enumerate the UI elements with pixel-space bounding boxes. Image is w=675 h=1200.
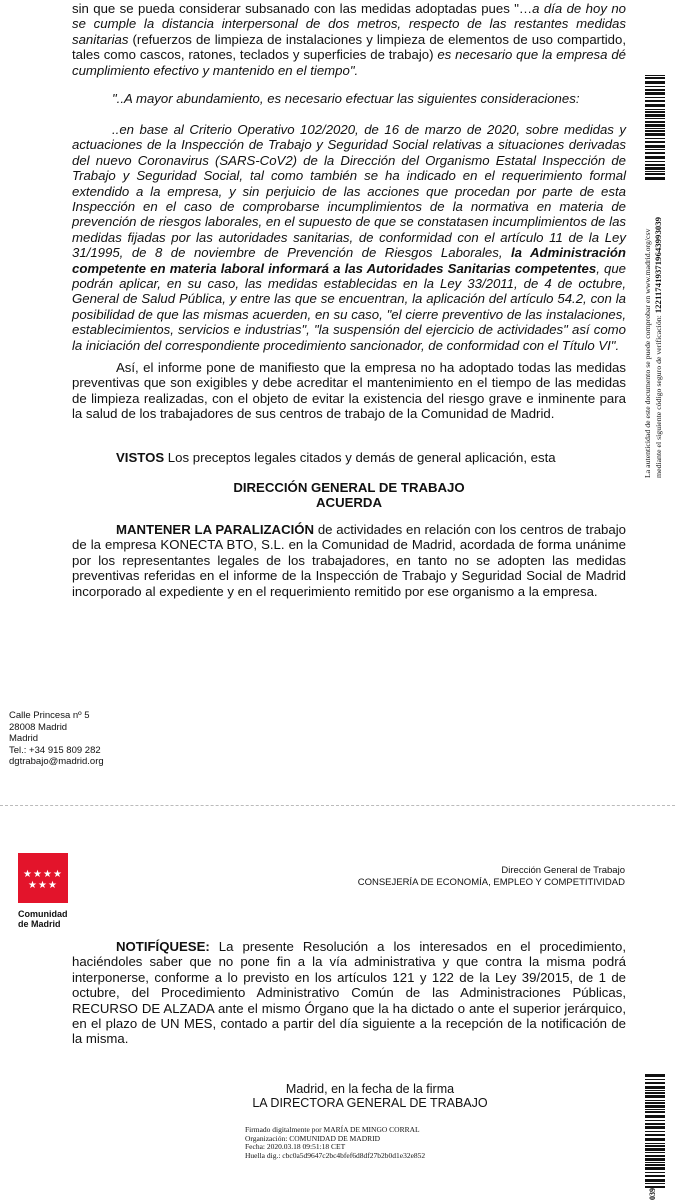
barcode-bar <box>645 1102 665 1104</box>
barcode-bar <box>645 1162 665 1163</box>
barcode-bar <box>645 1109 665 1110</box>
paragraph-informe: Así, el informe pone de manifiesto que la empresa no ha adoptado todas las medidas preventivas que son exigibles y debe acreditar el mantenimiento en el tiempo de las medidas de limpieza realizadas, con el objeto de evitar la existencia del riesgo grave e inminente para la salud de los trabajadores de sus centros de trabajo de la Comunidad de Madrid. <box>72 360 626 422</box>
barcode-bar <box>645 1152 665 1153</box>
address-block <box>9 710 104 768</box>
barcode-bar <box>645 1115 665 1118</box>
barcode-bar <box>645 1167 665 1170</box>
barcode-bar <box>645 1079 665 1080</box>
barcode-bar <box>645 1155 665 1157</box>
barcode-bar <box>645 1138 665 1141</box>
barcode-bar <box>645 1086 665 1089</box>
flag-icon: ★ ★ ★ ★ ★ ★ ★ <box>18 853 68 903</box>
barcode-bar <box>645 1134 665 1136</box>
barcode-bar <box>645 1172 665 1173</box>
address-email: dgtrabajo@madrid.org <box>9 756 104 768</box>
barcode-bar <box>645 1082 665 1084</box>
barcode-icon <box>645 1074 665 1190</box>
page-divider <box>0 805 675 806</box>
barcode-bar <box>645 1158 665 1161</box>
paragraph-mantener: MANTENER LA PARALIZACIÓN de actividades en relación con los centros de trabajo de la empresa KONECTA BTO, S.L. en la Comunidad de Madrid, acordada de forma unánime por los representantes legales de los trabajadores, en tanto no se adopten las medidas preventivas referidas en el informe de la Inspección de Trabajo y Seguridad Social de Madrid incorporado al expediente y en el requerimiento remitido por ese organismo a la empresa. <box>72 522 626 599</box>
signature-block: Madrid, en la fecha de la firma LA DIRECTORA GENERAL DE TRABAJO <box>252 1082 488 1110</box>
barcode-bar <box>645 1148 665 1151</box>
heading-direccion: DIRECCIÓN GENERAL DE TRABAJO ACUERDA <box>233 480 465 511</box>
comunidad-madrid-logo: ★ ★ ★ ★ ★ ★ ★ Comunidad de Madrid <box>18 853 70 929</box>
address-phone: Tel.: +34 915 809 282 <box>9 744 101 756</box>
barcode-bar <box>645 1105 665 1108</box>
paragraph-notifiquese: NOTIFÍQUESE: La presente Resolución a los interesados en el procedimiento, haciéndoles saber que no pone fin a la vía administrativa y que contra la misma podrá interponerse, conforme a lo previsto en los artículos 121 y 122 de la Ley 39/2015, de 1 de octubre, del Procedimiento Administrativo Común de las Administraciones Públicas, RECURSO DE ALZADA ante el mismo Órgano que la ha dictado o ante el superior jerárquico, en el plazo de UN MES, contado a partir del día siguiente a la recepción de la notificación de la misma. <box>72 939 626 1047</box>
barcode-bar <box>645 1145 665 1147</box>
document-page-2 <box>0 812 675 1200</box>
side-number: 039 <box>648 1188 657 1200</box>
organization-header: Dirección General de Trabajo CONSEJERÍA DE ECONOMÍA, EMPLEO Y COMPETITIVIDAD <box>357 865 625 888</box>
paragraph-intro: sin que se pueda considerar subsanado con las medidas adoptadas pues "…a día de hoy no se cumple la distancia interpersonal de dos metros, respecto de las restantes medidas sanitarias (refuerzos de limpieza de instalaciones y limpieza de elementos de uso compartido, tales como cascos, ratones, teclados y superficies de trabajo) es necesario que la empresa dé cumplimiento efectivo y mantenido en el tiempo". <box>72 1 626 78</box>
barcode-bar <box>645 1175 665 1177</box>
paragraph-criterio-operativo: ..en base al Criterio Operativo 102/2020, de 16 de marzo de 2020, sobre medidas y actuaciones de la Inspección de Trabajo y Seguridad Social relativas a situaciones derivadas del nuevo Coronavirus (SARS-CoV2) de la Dirección del Organismo Estatal Inspección de Trabajo y Seguridad Social, tal como también se ha indicado en el requerimiento formal extendido a la empresa, y sin perjuicio de las acciones que procedan por parte de esta Inspección en el caso de comprobarse incumplimientos de la normativa en materia de prevención de riesgos laborales, en el supuesto de que se constatasen incumplimientos de las medidas fijadas por las autoridades sanitarias, de conformidad con el artículo 11 de la Ley 31/1995, de 8 de noviembre de Prevención de Riesgos Laborales, la Administración competente en materia laboral informará a las Autoridades Sanitarias competentes, que podrán aplicar, en su caso, las medidas establecidas en la Ley 33/2011, de 4 de octubre, General de Salud Pública, y entre las que se encuentran, la aplicación del artículo 54.2, con la posibilidad de que las mismas acuerden, en su caso, "el cierre preventivo de las instalaciones, establecimientos, servicios e industrias", "la suspensión del ejercicio de actividades" así como la iniciación del correspondiente procedimiento sancionador, de conformidad con el Título VI". <box>72 122 626 353</box>
barcode-bar <box>645 1100 665 1101</box>
address-postcode: 28008 Madrid <box>9 721 68 733</box>
barcode-bar <box>645 1090 665 1091</box>
barcode-bar <box>645 1095 665 1098</box>
barcode-bar <box>645 1111 665 1113</box>
verification-note: La autenticidad de este documento se puede comprobar en www.madrid.org/csv mediante el siguiente código seguro de verificación: 1221174193719643993039 <box>643 216 663 478</box>
barcode-bar <box>645 1120 665 1121</box>
barcode-bar <box>645 1143 665 1144</box>
paragraph-vistos: VISTOS Los preceptos legales citados y demás de general aplicación, esta <box>116 450 556 465</box>
address-city: Madrid <box>9 733 39 745</box>
address-street: Calle Princesa nº 5 <box>9 710 90 721</box>
barcode-bar <box>645 1074 665 1077</box>
barcode-bar <box>645 1126 665 1129</box>
barcode-bar <box>645 1131 665 1132</box>
barcode-bar <box>645 1123 665 1125</box>
barcode-bar <box>645 1164 665 1166</box>
digital-signature-meta: Firmado digitalmente por MARÍA DE MINGO CORRAL Organización: COMUNIDAD DE MADRID Fecha: 2020.03.18 09:51:18 CET Huella dig.: cbc0a5d9647c2bc4bfef6d8df27b2b0d1e32e852 <box>245 1125 426 1160</box>
paragraph-consideraciones: "..A mayor abundamiento, es necesario efectuar las siguientes consideraciones: <box>112 91 580 106</box>
barcode-bar <box>645 1092 665 1094</box>
